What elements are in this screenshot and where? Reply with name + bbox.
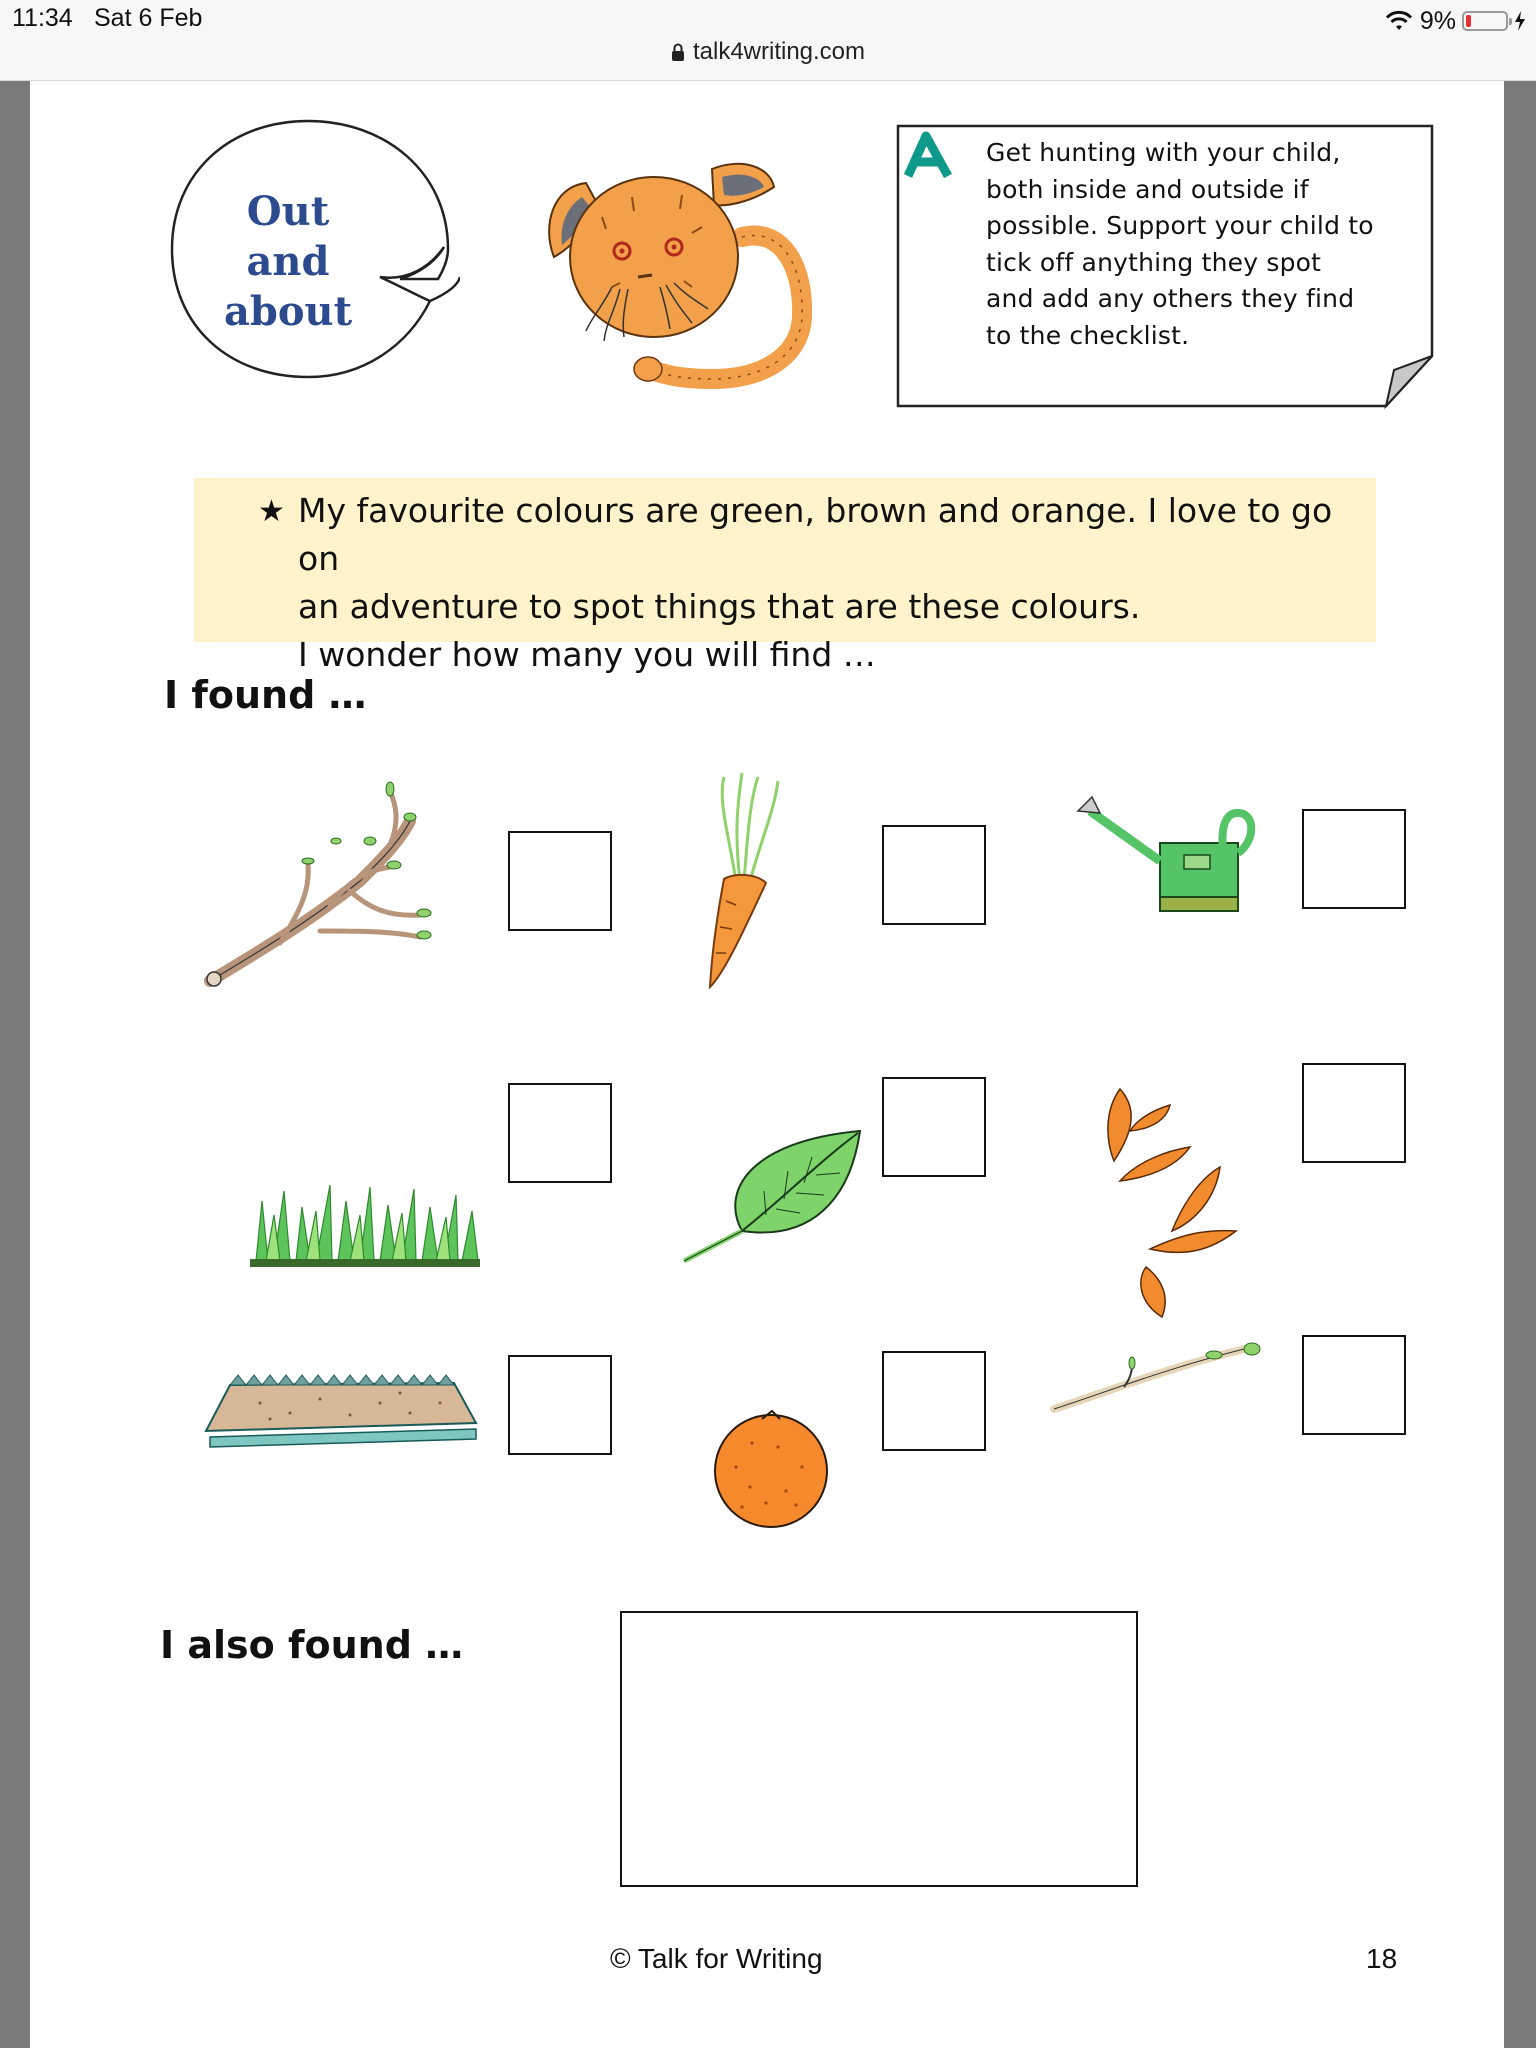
creature-illustration <box>542 117 872 407</box>
note-line-4: tick off anything they spot <box>986 247 1322 277</box>
status-date: Sat 6 Feb <box>94 4 203 32</box>
carrot-icon <box>678 771 828 997</box>
battery-percent: 9% <box>1419 6 1456 35</box>
address-bar[interactable] <box>0 38 1536 66</box>
note-line-6: to the checklist. <box>986 320 1190 350</box>
tick-box-orange[interactable] <box>882 1351 986 1451</box>
banner-line-3: I wonder how many you will find … <box>298 635 876 674</box>
tick-box-soil[interactable] <box>508 1355 612 1455</box>
right-gutter <box>1504 81 1536 2048</box>
twig-icon <box>1044 1329 1264 1419</box>
copyright: © Talk for Writing <box>610 1943 823 1974</box>
tick-box-orange-leaves[interactable] <box>1302 1063 1406 1163</box>
banner-line-2: an adventure to spot things that are these colours. <box>298 587 1141 626</box>
note-line-1: Get hunting with your child, <box>986 138 1341 167</box>
tick-box-twig[interactable] <box>1302 1335 1406 1435</box>
grass-icon <box>246 1171 486 1271</box>
watering-can-icon <box>1070 791 1260 921</box>
note-line-5: and add any others they find <box>986 284 1355 313</box>
speech-line-1: Out <box>246 188 330 235</box>
tick-box-branch[interactable] <box>508 831 612 931</box>
status-indicators <box>1384 4 1526 38</box>
left-gutter <box>0 81 30 2048</box>
note-line-2: both inside and outside if <box>986 174 1309 204</box>
document-page <box>30 81 1504 2048</box>
leaf-icon <box>680 1121 870 1271</box>
found-heading: I found … <box>164 673 367 717</box>
also-found-box[interactable] <box>620 1611 1138 1887</box>
banner-line-1: My favourite colours are green, brown and orange. I love to go on <box>298 491 1333 578</box>
url-text: talk4writing.com <box>692 38 866 65</box>
orange-icon <box>706 1407 836 1531</box>
note-line-3: possible. Support your child to <box>986 211 1374 240</box>
soil-icon <box>200 1363 480 1453</box>
speech-line-3: about <box>223 288 353 335</box>
lock-icon <box>671 43 685 61</box>
status-bar <box>0 0 1536 81</box>
status-time: 11:34 <box>12 4 73 32</box>
tick-box-leaf[interactable] <box>882 1077 986 1177</box>
banner-text <box>298 487 1368 679</box>
speech-bubble-text <box>168 187 408 337</box>
wifi-icon <box>1384 10 1414 32</box>
page-number: 18 <box>1366 1943 1398 1974</box>
branch-icon <box>200 781 450 991</box>
tick-box-grass[interactable] <box>508 1083 612 1183</box>
tick-box-carrot[interactable] <box>882 825 986 925</box>
battery-icon <box>1462 11 1508 31</box>
charging-icon <box>1514 11 1526 31</box>
orange-leaves-icon <box>1100 1081 1250 1321</box>
speech-line-2: and <box>246 238 330 285</box>
also-found-heading: I also found … <box>160 1623 464 1667</box>
tick-box-watering-can[interactable] <box>1302 809 1406 909</box>
note-text <box>986 135 1406 354</box>
star-icon: ★ <box>258 494 285 529</box>
